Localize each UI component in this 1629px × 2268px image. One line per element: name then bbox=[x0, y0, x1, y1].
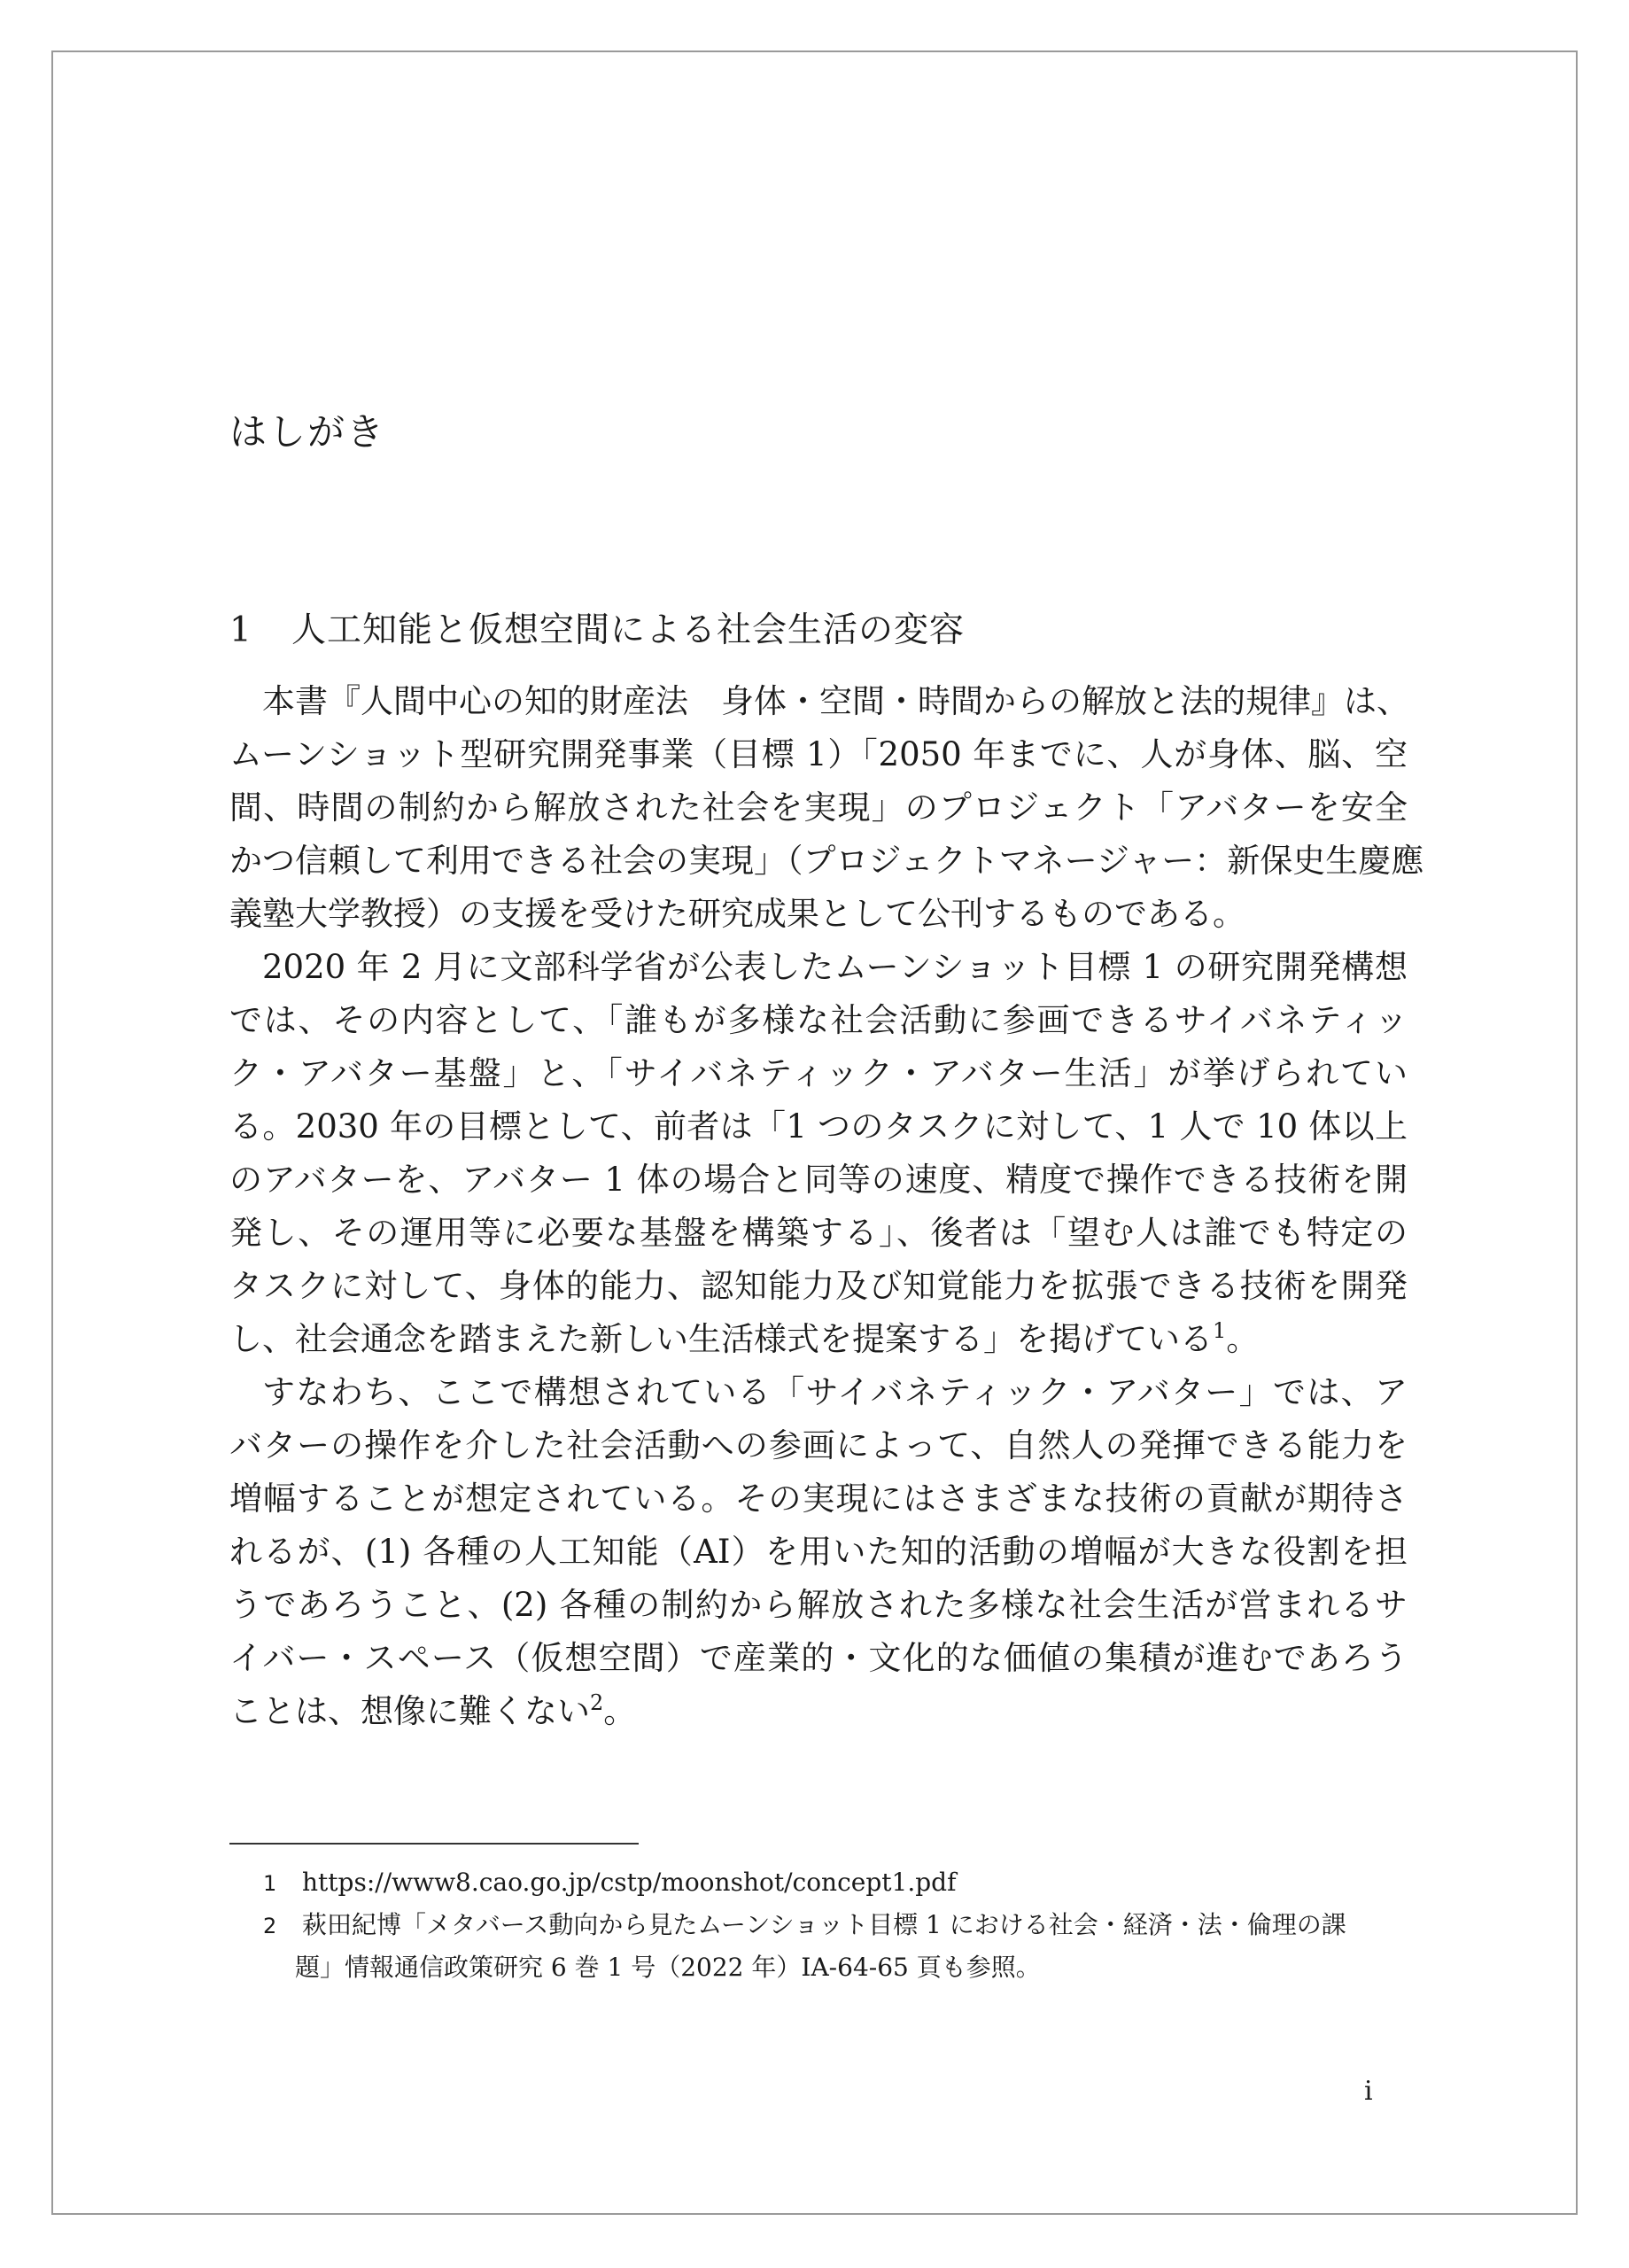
footnote-text: 萩田紀博「メタバース動向から見たムーンショット目標 1 における社会・経済・法・倫理の課 bbox=[302, 1910, 1346, 1939]
body-line: 発し、その運用等に必要な基盤を構築する」、後者は「望む人は誰でも特定の bbox=[229, 1214, 1408, 1252]
footnote-2 bbox=[263, 1910, 1346, 1941]
footnote-1 bbox=[263, 1868, 956, 1899]
section-number: 1 bbox=[229, 610, 252, 650]
footnote-mark: 2 bbox=[263, 1914, 277, 1938]
footnote-link[interactable]: https://www8.cao.go.jp/cstp/moonshot/concept1.pdf bbox=[302, 1868, 957, 1897]
body-line: る。2030 年の目標として、前者は「1 つのタスクに対して、1 人で 10 体以上 bbox=[229, 1107, 1408, 1146]
page-heading: はしがき bbox=[229, 410, 386, 454]
footnote-2-continuation: 題」情報通信政策研究 6 巻 1 号（2022 年）IA-64-65 頁も参照。 bbox=[295, 1953, 1041, 1982]
body-line: 2020 年 2 月に文部科学省が公表したムーンショット目標 1 の研究開発構想 bbox=[262, 948, 1408, 986]
body-line: タスクに対して、身体的能力、認知能力及び知覚能力を拡張できる技術を開発 bbox=[229, 1267, 1408, 1305]
body-line-text: し、社会通念を踏まえた新しい生活様式を提案する」を掲げている bbox=[229, 1320, 1213, 1358]
body-line bbox=[229, 1692, 1408, 1731]
body-line bbox=[229, 1320, 1408, 1359]
sentence-end: 。 bbox=[1226, 1320, 1260, 1358]
footnote-divider bbox=[229, 1843, 639, 1845]
body-line: では、その内容として、「誰もが多様な社会活動に参画できるサイバネティッ bbox=[229, 1001, 1408, 1039]
body-line: れるが、(1) 各種の人工知能（AI）を用いた知的活動の増幅が大きな役割を担 bbox=[229, 1533, 1408, 1571]
body-line: イバー・スペース（仮想空間）で産業的・文化的な価値の集積が進むであろう bbox=[229, 1639, 1408, 1677]
body-line: バターの操作を介した社会活動への参画によって、自然人の発揮できる能力を bbox=[229, 1426, 1408, 1464]
body-line: うであろうこと、(2) 各種の制約から解放された多様な社会生活が営まれるサ bbox=[229, 1586, 1408, 1624]
body-line: 本書『人間中心の知的財産法 身体・空間・時間からの解放と法的規律』は、 bbox=[262, 682, 1409, 720]
body-line: 増幅することが想定されている。その実現にはさまざまな技術の貢献が期待さ bbox=[229, 1480, 1408, 1518]
body-line: 間、時間の制約から解放された社会を実現」のプロジェクト「アバターを安全 bbox=[229, 788, 1408, 827]
body-line: 義塾大学教授）の支援を受けた研究成果として公刊するものである。 bbox=[229, 895, 1245, 933]
body-line: かつ信頼して利用できる社会の実現」（プロジェクトマネージャー：新保史生慶應 bbox=[229, 842, 1424, 880]
body-line: すなわち、ここで構想されている「サイバネティック・アバター」では、ア bbox=[262, 1373, 1408, 1411]
body-line: ク・アバター基盤」と、「サイバネティック・アバター生活」が挙げられてい bbox=[229, 1054, 1408, 1092]
body-line-text: ことは、想像に難くない bbox=[229, 1692, 590, 1730]
footnote-ref[interactable]: 2 bbox=[590, 1690, 604, 1715]
footnote-mark: 1 bbox=[263, 1871, 277, 1896]
body-line: のアバターを、アバター 1 体の場合と同等の速度、精度で操作できる技術を開 bbox=[229, 1161, 1408, 1199]
footnote-ref[interactable]: 1 bbox=[1213, 1318, 1227, 1343]
body-line: ムーンショット型研究開発事業（目標 1）「2050 年までに、人が身体、脳、空 bbox=[229, 735, 1408, 773]
sentence-end: 。 bbox=[603, 1692, 637, 1730]
page-number: i bbox=[1364, 2076, 1373, 2107]
section-title-text: 人工知能と仮想空間による社会生活の変容 bbox=[291, 610, 966, 650]
section-title bbox=[229, 602, 965, 652]
